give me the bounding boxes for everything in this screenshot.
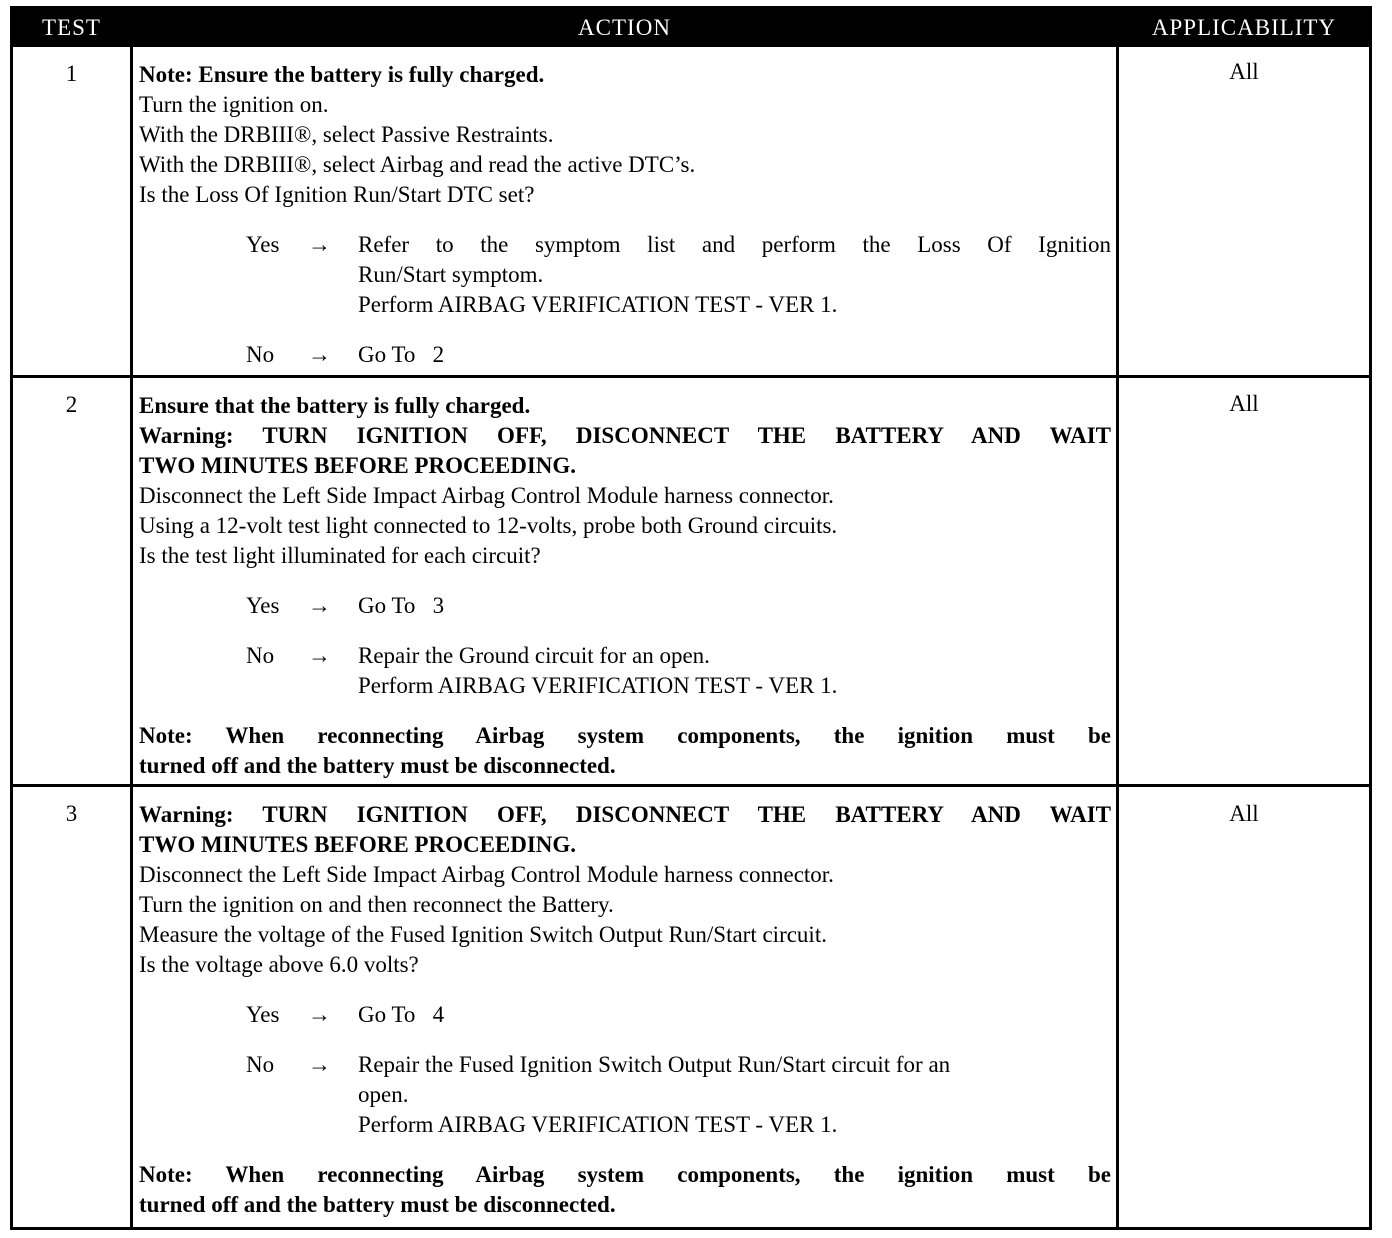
yes-label: Yes bbox=[246, 593, 280, 618]
step-line: With the DRBIII®, select Passive Restraints. bbox=[139, 122, 554, 147]
answer-line: Repair the Fused Ignition Switch Output Run/Start circuit for an bbox=[358, 1052, 951, 1077]
note-line: turned off and the battery must be disconnected. bbox=[139, 1192, 616, 1217]
header-action: ACTION bbox=[133, 9, 1116, 47]
step-line: Turn the ignition on. bbox=[139, 92, 329, 117]
action-cell bbox=[139, 60, 1111, 370]
warning-line: TWO MINUTES BEFORE PROCEEDING. bbox=[139, 453, 577, 478]
yes-answer bbox=[246, 591, 1111, 621]
applicability-value: All bbox=[1229, 391, 1259, 416]
diagnostic-table bbox=[10, 6, 1372, 1230]
applicability-value: All bbox=[1229, 801, 1259, 826]
no-answer bbox=[246, 641, 1111, 701]
yes-answer bbox=[246, 230, 1111, 320]
row-divider bbox=[13, 375, 1369, 378]
answer-line: open. bbox=[358, 1082, 409, 1107]
column-divider bbox=[1116, 9, 1119, 1227]
answer-line: Go To 3 bbox=[358, 593, 445, 618]
step-line: Disconnect the Left Side Impact Airbag Control Module harness connector. bbox=[139, 483, 834, 508]
answer-line: Go To 4 bbox=[358, 1002, 445, 1027]
test-number: 1 bbox=[65, 61, 78, 86]
answer-line: Go To 2 bbox=[358, 342, 445, 367]
question-line: Is the voltage above 6.0 volts? bbox=[139, 952, 419, 977]
row-divider bbox=[13, 784, 1369, 787]
header-test: TEST bbox=[13, 9, 130, 47]
answer-line: Perform AIRBAG VERIFICATION TEST - VER 1. bbox=[358, 292, 838, 317]
warning-line: TWO MINUTES BEFORE PROCEEDING. bbox=[139, 832, 577, 857]
test-number: 2 bbox=[65, 392, 78, 417]
no-label: No bbox=[246, 1052, 275, 1077]
note-line: Note: When reconnecting Airbag system components, the ignition must be bbox=[139, 1162, 1111, 1187]
arrow-icon: → bbox=[308, 593, 331, 618]
answer-line: Perform AIRBAG VERIFICATION TEST - VER 1. bbox=[358, 673, 838, 698]
step-line: With the DRBIII®, select Airbag and read the active DTC’s. bbox=[139, 152, 696, 177]
arrow-icon: → bbox=[308, 232, 331, 257]
column-divider bbox=[130, 9, 133, 1227]
warning-line: Warning: TURN IGNITION OFF, DISCONNECT THE BATTERY AND WAIT bbox=[139, 423, 1111, 448]
action-cell bbox=[139, 391, 1111, 781]
answer-line: Refer to the symptom list and perform the Loss Of Ignition bbox=[358, 232, 1111, 257]
question-line: Is the Loss Of Ignition Run/Start DTC set? bbox=[139, 182, 535, 207]
action-cell bbox=[139, 800, 1111, 1220]
warning-line: Warning: TURN IGNITION OFF, DISCONNECT THE BATTERY AND WAIT bbox=[139, 802, 1111, 827]
answer-line: Run/Start symptom. bbox=[358, 262, 544, 287]
yes-label: Yes bbox=[246, 1002, 280, 1027]
arrow-icon: → bbox=[308, 643, 331, 668]
question-line: Is the test light illuminated for each circuit? bbox=[139, 543, 541, 568]
header-applicability: APPLICABILITY bbox=[1119, 9, 1369, 47]
no-label: No bbox=[246, 342, 275, 367]
no-label: No bbox=[246, 643, 275, 668]
step-line: Disconnect the Left Side Impact Airbag Control Module harness connector. bbox=[139, 862, 834, 887]
note-line: Note: When reconnecting Airbag system components, the ignition must be bbox=[139, 723, 1111, 748]
step-line: Measure the voltage of the Fused Ignition Switch Output Run/Start circuit. bbox=[139, 922, 827, 947]
no-answer bbox=[246, 340, 1111, 370]
yes-answer bbox=[246, 1000, 1111, 1030]
answer-line: Perform AIRBAG VERIFICATION TEST - VER 1. bbox=[358, 1112, 838, 1137]
step-line: Using a 12-volt test light connected to 12-volts, probe both Ground circuits. bbox=[139, 513, 838, 538]
arrow-icon: → bbox=[308, 1052, 331, 1077]
yes-label: Yes bbox=[246, 232, 280, 257]
note-line: Ensure that the battery is fully charged. bbox=[139, 393, 531, 418]
note-line: Note: Ensure the battery is fully charged. bbox=[139, 62, 545, 87]
test-number: 3 bbox=[65, 801, 78, 826]
arrow-icon: → bbox=[308, 1002, 331, 1027]
answer-line: Repair the Ground circuit for an open. bbox=[358, 643, 710, 668]
arrow-icon: → bbox=[308, 342, 331, 367]
step-line: Turn the ignition on and then reconnect the Battery. bbox=[139, 892, 614, 917]
note-line: turned off and the battery must be disconnected. bbox=[139, 753, 616, 778]
no-answer bbox=[246, 1050, 1111, 1140]
applicability-value: All bbox=[1229, 59, 1259, 84]
